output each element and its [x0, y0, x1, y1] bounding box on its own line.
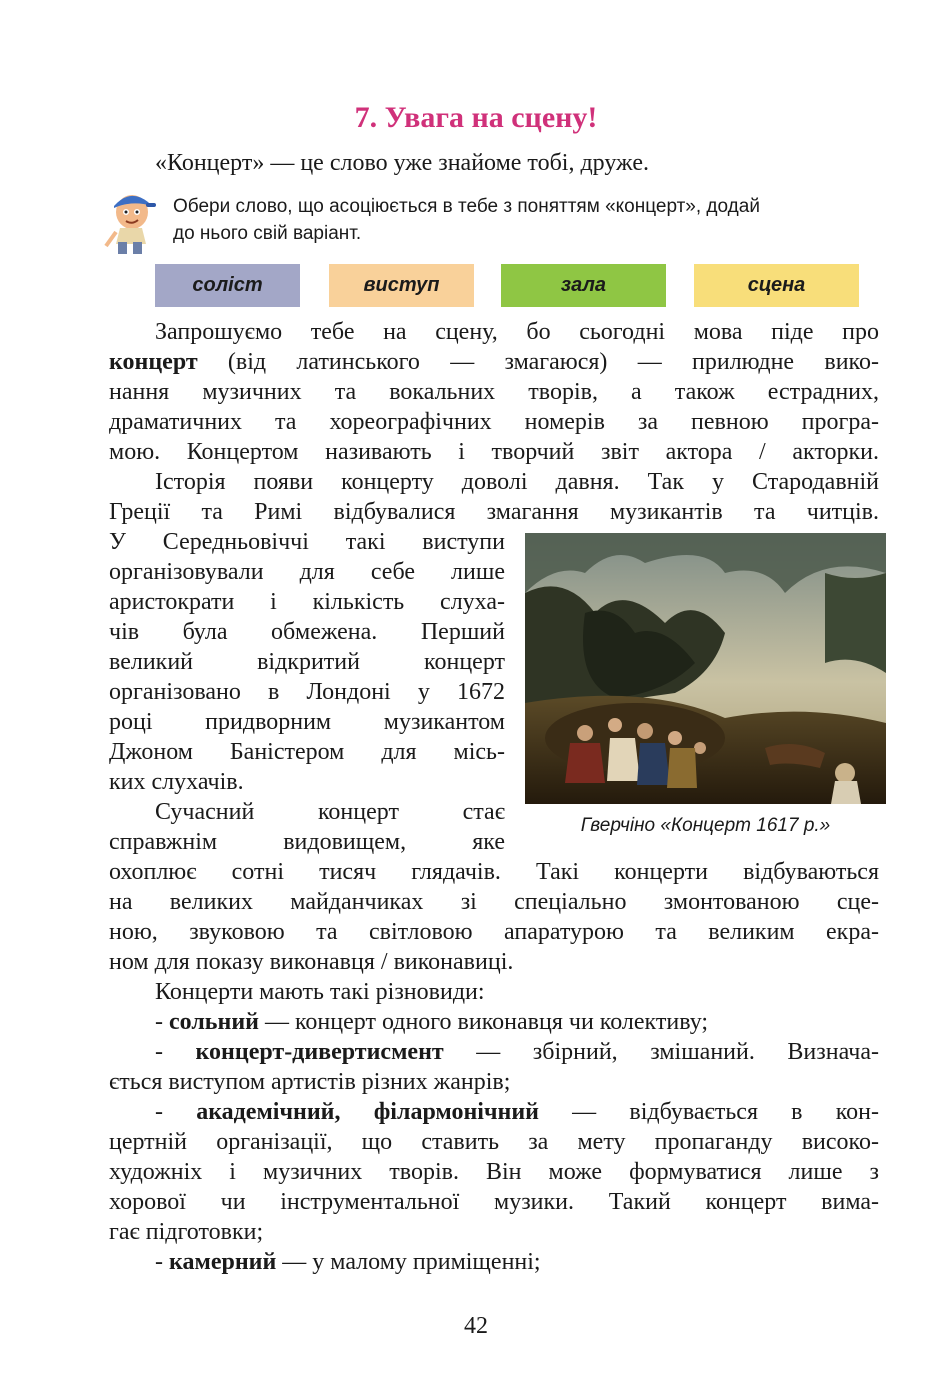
word-option-vystup[interactable]: виступ [329, 264, 474, 307]
paragraph-modern-concert-start: Сучасний концерт стає справжнім видовищем, яке [109, 799, 505, 855]
list-item: - камерний — у малому приміщенні; [155, 1249, 541, 1275]
list-item: - концерт-дивертисмент — збірний, змішаний. Визнача- [155, 1039, 879, 1065]
paragraph-history: Історія появи концерту доволі давня. Так у Стародавній Греції та Римі відбувалися змагання музикантів та читців. [109, 469, 879, 525]
paragraph-modern-concert: охоплює сотні тисяч глядачів. Такі концерти відбуваються на великих майданчиках зі спеціально змонтованою сце- ною, звуковою та світловою апаратурою та великим екра- ном для показу виконавця / виконавиці. [109, 859, 879, 975]
concert-types-list: Концерти мають такі різновиди: - сольний — концерт одного виконавця чи колективу; - концерт-дивертисмент — збірний, змішаний. Визнача- ється виступом артистів різних жанрів; - академічний, філармонічний — відбувається в кон- цертній організації, що ставить за мету пропаганду високо- художніх і музичних творів. Він може формуватися лише з хорової чи інструментальної музики. Такий концерт вима- гає підготовки; - камерний — у малому приміщенні; [109, 979, 879, 1275]
paragraph-concert-definition: Запрошуємо тебе на сцену, бо сьогодні мова піде про концерт (від латинського — змагаюся) — прилюдне вико- нання музичних та вокальних творів, а також естрадних, драматичних та хореографічних номерів за певною програ- мою. Концертом називають і творчий звіт актора / акторки. [109, 319, 879, 465]
list-item: - академічний, філармонічний — відбувається в кон- [155, 1099, 879, 1125]
section-title: 7. Увага на сцену! [354, 101, 598, 134]
page-number: 42 [464, 1313, 488, 1339]
list-item: - сольний — концерт одного виконавця чи колективу; [155, 1009, 709, 1035]
intro-text: «Концерт» — це слово уже знайоме тобі, друже. [155, 150, 649, 176]
task-instruction: Обери слово, що асоціюється в тебе з поняттям «концерт», додай до нього свій варіант. [173, 196, 760, 244]
word-option-solist[interactable]: соліст [155, 264, 300, 307]
word-option-zala[interactable]: зала [501, 264, 666, 307]
paragraph-middle-ages: У Середньовіччі такі виступи організовували для себе лише аристократи і кількість слуха- чів була обмежена. Перший великий відкритий концерт організовано в Лондоні у 1672 році придворним музикантом Джоном Баністером для місь- ких слухачів. [109, 529, 505, 795]
boy-mascot-icon [102, 186, 158, 256]
painting-caption: Гверчіно «Концерт 1617 р.» [580, 815, 831, 836]
word-option-scena[interactable]: сцена [694, 264, 859, 307]
guercino-concert-painting [525, 533, 886, 804]
